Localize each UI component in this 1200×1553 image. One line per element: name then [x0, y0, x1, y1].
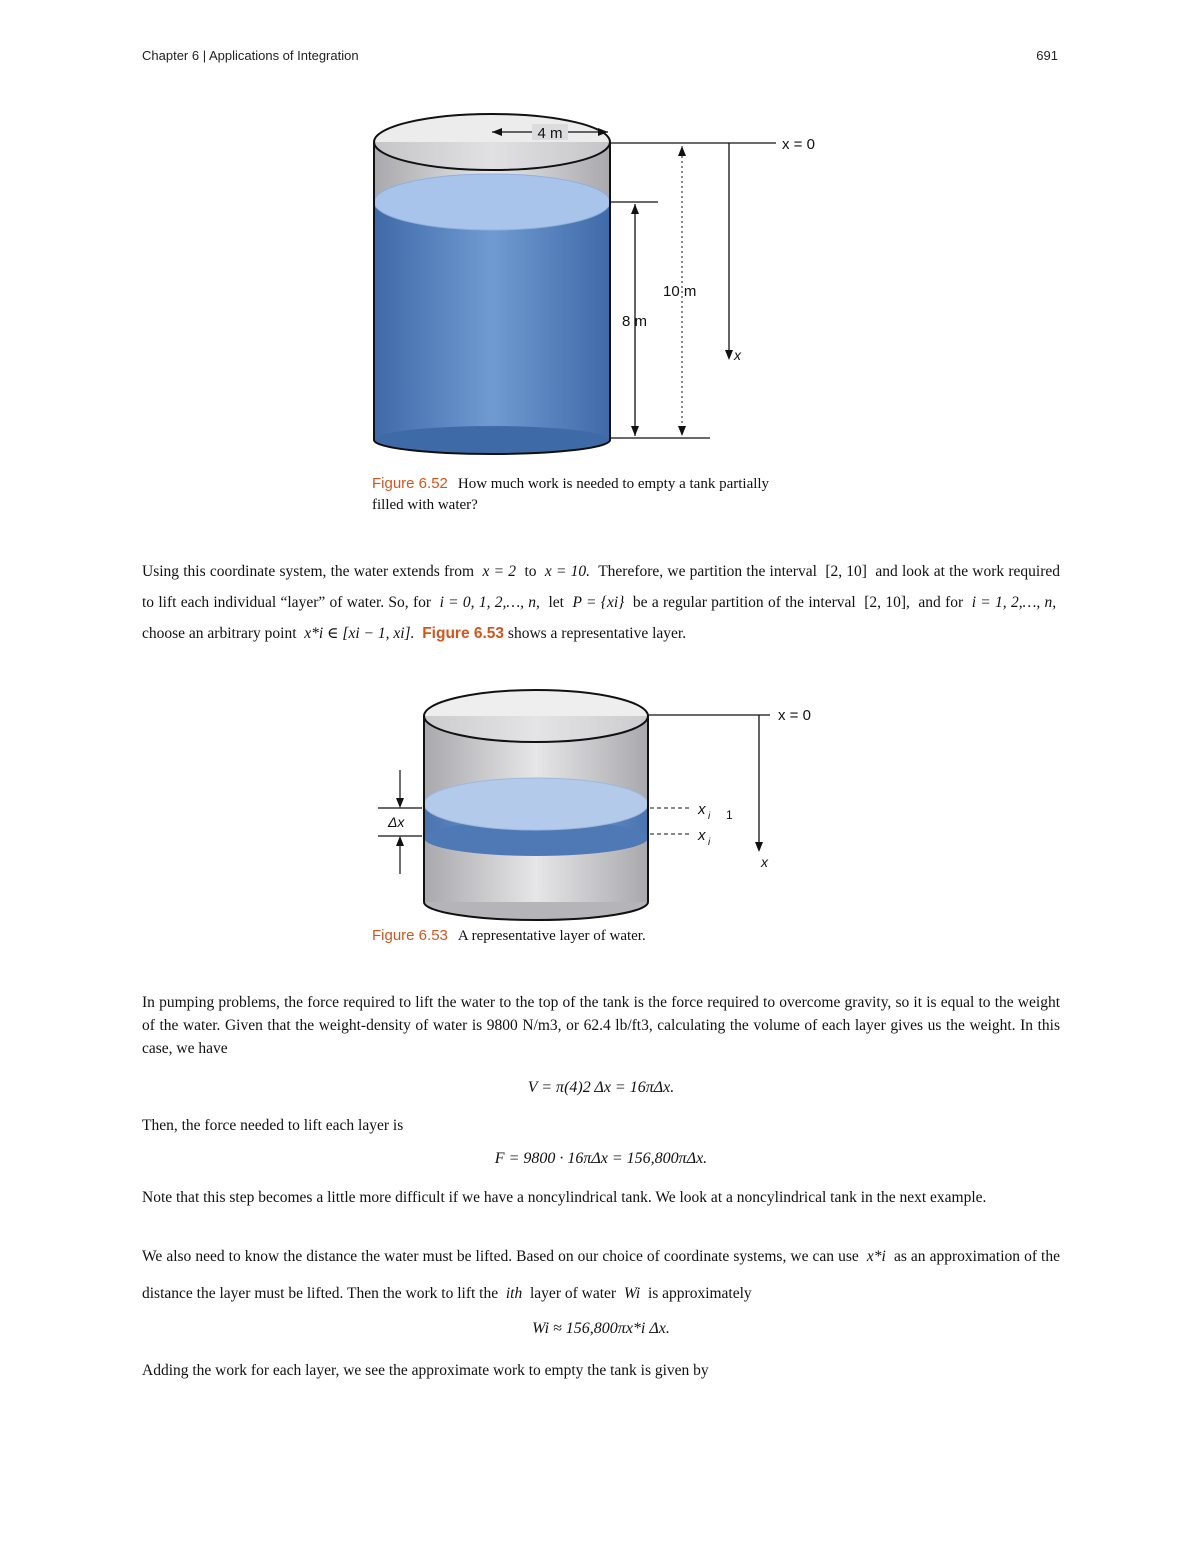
xi-minus-1-tail: 1 [726, 808, 733, 822]
text-fragment: Therefore, we partition the interval [598, 563, 817, 580]
figure-6-53-caption [372, 925, 802, 947]
xi-subscript: i [708, 837, 711, 848]
equation-force: F = 9800 · 16πΔx = 156,800πΔx. [494, 1150, 708, 1167]
text-fragment: and look at the work required to lift each individual “layer” of water. So, for [142, 563, 1061, 611]
page-number: 691 [1036, 48, 1058, 63]
paragraph-noncylindrical: Note that this step becomes a little more difficult if we have a noncylindrical tank. We look at a noncylindrical tank in the next example. [142, 1189, 987, 1206]
text-fragment: let [548, 594, 564, 611]
text-fragment: Using this coordinate system, the water extends from [142, 563, 475, 580]
xi-label: x [698, 827, 706, 844]
figure-6-53-link[interactable]: Figure 6.53 [422, 625, 505, 642]
x-axis-label: x [761, 854, 768, 870]
water-depth-label: 8 m [622, 313, 648, 330]
math-inline: i = 0, 1, 2,…, n, [439, 594, 540, 611]
radius-label: 4 m [537, 125, 563, 142]
math-inline: [2, 10], [864, 594, 910, 611]
math-inline: ith [505, 1285, 523, 1302]
text-fragment: to [524, 563, 537, 580]
equation-volume: V = π(4)2 Δx = 16πΔx. [527, 1079, 675, 1096]
paragraph-distance [142, 1238, 1060, 1312]
figure-6-52-caption [372, 473, 802, 516]
xi-minus-1-subscript: i [708, 811, 711, 822]
text-fragment: and for [918, 594, 964, 611]
math-inline: Wi [623, 1285, 641, 1302]
figure-6-53-layer-diagram [370, 682, 840, 922]
paragraph-force: In pumping problems, the force required to lift the water to the top of the tank is the force required to overcome gravity, so it is equal to the weight of the water. Given that the weight-density of water is 9800 N/m3, or 62.4 lb/ft3, calculating the volume of each layer gives us the weight. In this case, we have [142, 994, 1060, 1057]
text-fragment: is approximately [647, 1285, 752, 1302]
text-fragment: layer of water [530, 1285, 617, 1302]
paragraph-force-intro: Then, the force needed to lift each layer is [142, 1117, 404, 1134]
text-fragment: as an approximation of the distance the layer must be lifted. Then the work to lift the [142, 1248, 1060, 1302]
text-fragment: shows a representative layer. [507, 625, 687, 642]
x-axis-label: x [734, 347, 741, 363]
paragraph-coordinates [142, 556, 1060, 649]
figure-6-53-caption-text: A representative layer of water. [457, 928, 646, 944]
figure-6-53-label: Figure 6.53 [372, 927, 448, 944]
math-inline: x*i ∈ [xi − 1, xi]. [304, 625, 415, 642]
tank-height-label: 10 m [663, 283, 697, 300]
math-inline: [2, 10] [825, 563, 867, 580]
x-zero-label: x = 0 [778, 707, 811, 724]
running-header: Chapter 6 | Applications of Integration [142, 48, 359, 63]
figure-6-52-tank-diagram [360, 110, 840, 460]
text-fragment: be a regular partition of the interval [632, 594, 856, 611]
text-fragment: choose an arbitrary point [142, 625, 297, 642]
math-inline: x*i [866, 1248, 886, 1265]
delta-x-label: Δx [388, 814, 405, 830]
math-inline: x = 2 [482, 563, 517, 580]
xi-minus-1-label: x [698, 801, 706, 818]
math-inline: i = 1, 2,…, n, [971, 594, 1057, 611]
text-fragment: We also need to know the distance the water must be lifted. Based on our choice of coordinate systems, we can use [142, 1248, 859, 1265]
paragraph-adding-work: Adding the work for each layer, we see the approximate work to empty the tank is given by [142, 1362, 709, 1379]
math-inline: x = 10. [544, 563, 591, 580]
x-zero-label: x = 0 [782, 136, 815, 153]
figure-6-52-label: Figure 6.52 [372, 475, 448, 492]
figure-6-52-caption-text: How much work is needed to empty a tank partially filled with water? [372, 476, 770, 513]
equation-work-layer: Wi ≈ 156,800πx*i Δx. [532, 1320, 670, 1337]
math-inline: P = {xi} [572, 594, 625, 611]
